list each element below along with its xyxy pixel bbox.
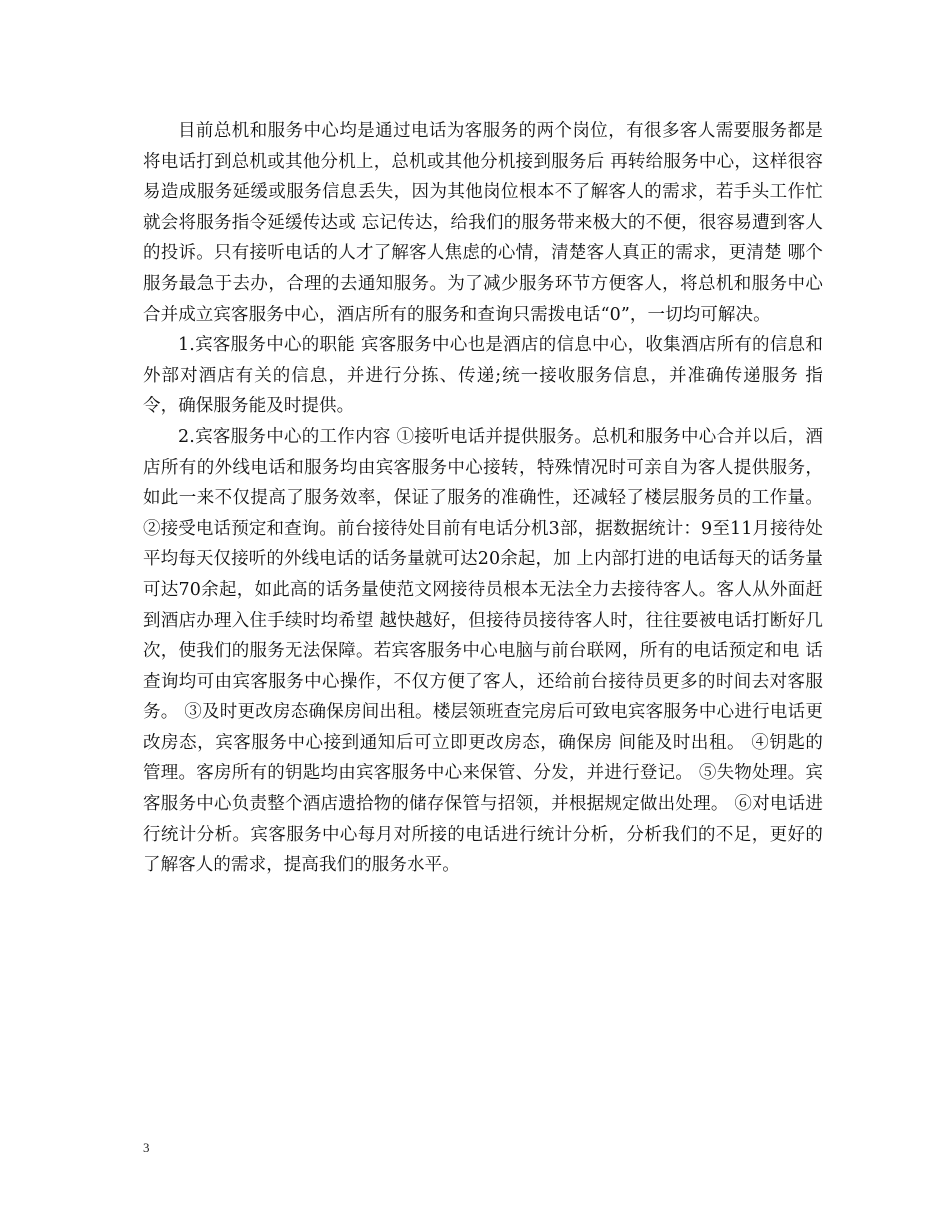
paragraph-work-content: 2.宾客服务中心的工作内容 ①接听电话并提供服务。总机和服务中心合并以后，酒店所有的外线电话和服务均由宾客服务中心接转，特殊情况时可亲自为客人提供服务， 如此一来不仅提高了服务效率，保证了服务的准确性，还减轻了楼层服务员的工作量。 ②接受电话预定和查询。前台接待处目前有电话分机3部，据数据统计：9至11月接待处平均每天仅接听的外线电话的话务量就可达20余起，加 上内部打进的电话每天的话务量可达70余起，如此高的话务量使范文网接待员根本无法全力去接待客人。客人从外面赶到酒店办理入住手续时均希望 越快越好，但接待员接待客人时，往往要被电话打断好几次，使我们的服务无法保障。若宾客服务中心电脑与前台联网，所有的电话预定和电 话查询均可由宾客服务中心操作，不仅方便了客人，还给前台接待员更多的时间去对客服务。 ③及时更改房态确保房间出租。楼层领班查完房后可致电宾客服务中心进行电话更改房态，宾客服务中心接到通知后可立即更改房态，确保房 间能及时出租。 ④钥匙的管理。客房所有的钥匙均由宾客服务中心来保管、分发，并进行登记。 ⑤失物处理。宾客服务中心负责整个酒店遗拾物的储存保管与招领，并根据规定做出处理。 ⑥对电话进行统计分析。宾客服务中心每月对所接的电话进行统计分析，分析我们的不足，更好的了解客人的需求，提高我们的服务水平。 — [143, 426, 823, 876]
page-number: 3 — [143, 1140, 150, 1155]
paragraph-intro: 目前总机和服务中心均是通过电话为客服务的两个岗位，有很多客人需要服务都是将电话打到总机或其他分机上，总机或其他分机接到服务后 再转给服务中心，这样很容易造成服务延缓或服务信息丢失，因为其他岗位根本不了解客人的需求，若手头工作忙就会将服务指令延缓传达或 忘记传达，给我们的服务带来极大的不便，很容易遭到客人的投诉。只有接听电话的人才了解客人焦虑的心情，清楚客人真正的需求，更清楚 哪个服务最急于去办，合理的去通知服务。为了减少服务环节方便客人，将总机和服务中心合并成立宾客服务中心，酒店所有的服务和查询只需拨电话“0”，一切均可解决。 — [143, 121, 823, 325]
paragraph-functions: 1.宾客服务中心的职能 宾客服务中心也是酒店的信息中心，收集酒店所有的信息和外部对酒店有关的信息，并进行分拣、传递;统一接收服务信息，并准确传递服务 指令，确保服务能及时提供。 — [143, 335, 823, 417]
document-body — [143, 116, 823, 881]
